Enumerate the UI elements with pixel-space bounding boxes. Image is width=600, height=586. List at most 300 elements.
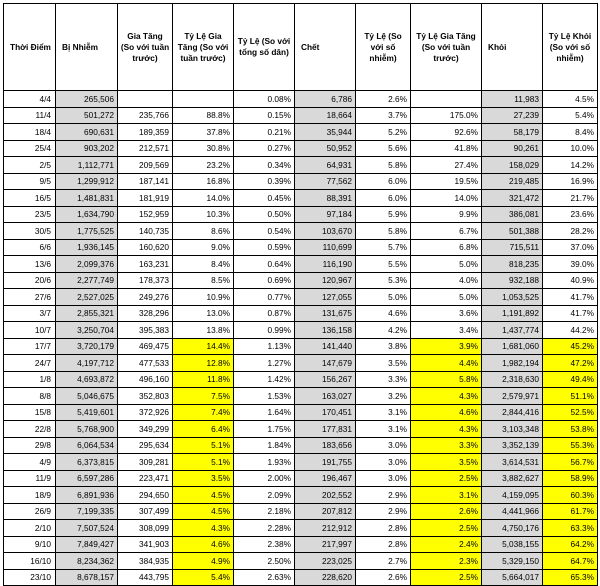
population-rate-cell: 0.69% [234, 272, 295, 289]
recovered-cell: 158,029 [482, 157, 543, 174]
recovered-cell: 3,882,627 [482, 470, 543, 487]
increase-cell: 181,919 [118, 190, 173, 207]
population-rate-cell: 0.50% [234, 206, 295, 223]
recovery-rate-cell: 45.2% [543, 338, 598, 355]
population-rate-cell: 0.87% [234, 305, 295, 322]
increase-rate-cell: 13.8% [173, 322, 234, 339]
death-increase-rate-cell: 4.3% [411, 421, 482, 438]
death-increase-rate-cell: 41.8% [411, 140, 482, 157]
increase-cell: 140,735 [118, 223, 173, 240]
deaths-cell: 116,190 [295, 256, 356, 273]
date-cell: 3/7 [4, 305, 56, 322]
death-rate-cell: 2.9% [356, 487, 411, 504]
death-increase-rate-cell: 3.3% [411, 437, 482, 454]
increase-cell: 212,571 [118, 140, 173, 157]
death-rate-cell: 5.6% [356, 140, 411, 157]
death-rate-cell: 4.2% [356, 322, 411, 339]
date-cell: 8/8 [4, 388, 56, 405]
deaths-cell: 212,912 [295, 520, 356, 537]
increase-rate-cell: 12.8% [173, 355, 234, 372]
recovered-cell: 818,235 [482, 256, 543, 273]
recovered-cell: 1,437,774 [482, 322, 543, 339]
deaths-cell: 6,786 [295, 91, 356, 108]
table-row [4, 91, 598, 108]
increase-rate-cell: 4.9% [173, 553, 234, 570]
infected-cell: 1,299,912 [56, 173, 118, 190]
date-cell: 25/4 [4, 140, 56, 157]
date-cell: 9/5 [4, 173, 56, 190]
increase-rate-cell: 8.5% [173, 272, 234, 289]
increase-rate-cell: 37.8% [173, 124, 234, 141]
population-rate-cell: 2.38% [234, 536, 295, 553]
date-cell: 23/10 [4, 569, 56, 586]
recovered-cell: 4,159,095 [482, 487, 543, 504]
recovery-rate-cell: 49.4% [543, 371, 598, 388]
population-rate-cell: 1.75% [234, 421, 295, 438]
population-rate-cell: 2.09% [234, 487, 295, 504]
recovery-rate-cell: 39.0% [543, 256, 598, 273]
date-cell: 30/5 [4, 223, 56, 240]
increase-rate-cell: 14.4% [173, 338, 234, 355]
increase-cell: 249,276 [118, 289, 173, 306]
table-row [4, 157, 598, 174]
date-cell: 24/7 [4, 355, 56, 372]
table-row [4, 173, 598, 190]
increase-cell: 152,959 [118, 206, 173, 223]
recovery-rate-cell: 40.9% [543, 272, 598, 289]
increase-cell: 308,099 [118, 520, 173, 537]
death-rate-cell: 2.6% [356, 91, 411, 108]
recovered-cell: 11,983 [482, 91, 543, 108]
death-rate-cell: 2.6% [356, 569, 411, 586]
death-rate-cell: 2.8% [356, 536, 411, 553]
increase-cell: 309,281 [118, 454, 173, 471]
increase-rate-cell: 30.8% [173, 140, 234, 157]
death-increase-rate-cell: 5.0% [411, 289, 482, 306]
recovery-rate-cell: 65.3% [543, 569, 598, 586]
population-rate-cell: 0.54% [234, 223, 295, 240]
date-cell: 22/8 [4, 421, 56, 438]
recovery-rate-cell: 56.7% [543, 454, 598, 471]
table-header [4, 4, 598, 91]
death-increase-rate-cell: 5.8% [411, 371, 482, 388]
deaths-cell: 97,184 [295, 206, 356, 223]
death-rate-cell: 3.3% [356, 371, 411, 388]
table-body [4, 91, 598, 586]
recovered-cell: 1,982,194 [482, 355, 543, 372]
death-increase-rate-cell: 3.5% [411, 454, 482, 471]
population-rate-cell: 0.59% [234, 239, 295, 256]
recovery-rate-cell: 63.3% [543, 520, 598, 537]
increase-cell: 477,533 [118, 355, 173, 372]
death-rate-cell: 3.2% [356, 388, 411, 405]
death-increase-rate-cell: 2.6% [411, 503, 482, 520]
recovered-cell: 1,053,525 [482, 289, 543, 306]
table-row [4, 470, 598, 487]
increase-rate-cell: 5.1% [173, 437, 234, 454]
recovery-rate-cell: 16.9% [543, 173, 598, 190]
table-row [4, 256, 598, 273]
death-increase-rate-cell: 6.7% [411, 223, 482, 240]
table-row [4, 569, 598, 586]
date-cell: 2/10 [4, 520, 56, 537]
recovered-cell: 219,485 [482, 173, 543, 190]
table-row [4, 454, 598, 471]
recovered-cell: 3,352,139 [482, 437, 543, 454]
population-rate-cell: 1.42% [234, 371, 295, 388]
increase-cell [118, 91, 173, 108]
table-row [4, 487, 598, 504]
death-increase-rate-cell: 4.3% [411, 388, 482, 405]
death-rate-cell: 3.7% [356, 107, 411, 124]
population-rate-cell: 0.27% [234, 140, 295, 157]
header-weekly-increase: Gia Tăng (So với tuần trước) [118, 4, 173, 91]
date-cell: 17/7 [4, 338, 56, 355]
date-cell: 23/5 [4, 206, 56, 223]
infected-cell: 903,202 [56, 140, 118, 157]
date-cell: 2/5 [4, 157, 56, 174]
increase-rate-cell: 6.4% [173, 421, 234, 438]
population-rate-cell: 1.64% [234, 404, 295, 421]
table-row [4, 503, 598, 520]
table-row [4, 190, 598, 207]
infected-cell: 8,234,362 [56, 553, 118, 570]
deaths-cell: 156,267 [295, 371, 356, 388]
population-rate-cell: 0.34% [234, 157, 295, 174]
death-rate-cell: 5.8% [356, 223, 411, 240]
increase-cell: 163,231 [118, 256, 173, 273]
increase-rate-cell: 4.6% [173, 536, 234, 553]
increase-cell: 328,296 [118, 305, 173, 322]
recovered-cell: 2,579,971 [482, 388, 543, 405]
date-cell: 18/4 [4, 124, 56, 141]
increase-cell: 295,634 [118, 437, 173, 454]
recovery-rate-cell: 10.0% [543, 140, 598, 157]
deaths-cell: 127,055 [295, 289, 356, 306]
header-time: Thời Điểm [4, 4, 56, 91]
increase-rate-cell: 3.5% [173, 470, 234, 487]
header-row [4, 4, 598, 91]
increase-rate-cell: 16.8% [173, 173, 234, 190]
recovery-rate-cell: 47.2% [543, 355, 598, 372]
date-cell: 10/7 [4, 322, 56, 339]
header-population-rate: Tỷ Lệ (So với tổng số dân) [234, 4, 295, 91]
date-cell: 16/10 [4, 553, 56, 570]
recovery-rate-cell: 5.4% [543, 107, 598, 124]
death-increase-rate-cell: 2.5% [411, 470, 482, 487]
increase-cell: 235,766 [118, 107, 173, 124]
recovered-cell: 2,844,416 [482, 404, 543, 421]
infected-cell: 6,891,936 [56, 487, 118, 504]
infected-cell: 1,634,790 [56, 206, 118, 223]
increase-cell: 223,471 [118, 470, 173, 487]
increase-cell: 294,650 [118, 487, 173, 504]
date-cell: 27/6 [4, 289, 56, 306]
increase-cell: 349,299 [118, 421, 173, 438]
death-increase-rate-cell: 4.6% [411, 404, 482, 421]
header-infected: Bị Nhiễm [56, 4, 118, 91]
population-rate-cell: 0.45% [234, 190, 295, 207]
recovery-rate-cell: 53.8% [543, 421, 598, 438]
death-rate-cell: 2.8% [356, 520, 411, 537]
infected-cell: 5,768,900 [56, 421, 118, 438]
death-rate-cell: 5.7% [356, 239, 411, 256]
death-rate-cell: 2.7% [356, 553, 411, 570]
death-increase-rate-cell: 27.4% [411, 157, 482, 174]
infected-cell: 3,250,704 [56, 322, 118, 339]
population-rate-cell: 0.21% [234, 124, 295, 141]
death-increase-rate-cell: 9.9% [411, 206, 482, 223]
population-rate-cell: 0.08% [234, 91, 295, 108]
infected-cell: 2,099,376 [56, 256, 118, 273]
increase-rate-cell: 11.8% [173, 371, 234, 388]
population-rate-cell: 1.53% [234, 388, 295, 405]
deaths-cell: 18,664 [295, 107, 356, 124]
deaths-cell: 183,656 [295, 437, 356, 454]
population-rate-cell: 2.63% [234, 569, 295, 586]
death-rate-cell: 3.0% [356, 437, 411, 454]
recovery-rate-cell: 61.7% [543, 503, 598, 520]
infected-cell: 5,046,675 [56, 388, 118, 405]
table-row [4, 536, 598, 553]
recovery-rate-cell: 37.0% [543, 239, 598, 256]
recovery-rate-cell: 8.4% [543, 124, 598, 141]
header-increase-rate: Tỷ Lệ Gia Tăng (So với tuần trước) [173, 4, 234, 91]
table-row [4, 223, 598, 240]
increase-rate-cell: 4.3% [173, 520, 234, 537]
infected-cell: 8,678,157 [56, 569, 118, 586]
table-row [4, 124, 598, 141]
deaths-cell: 170,451 [295, 404, 356, 421]
death-rate-cell: 5.5% [356, 256, 411, 273]
population-rate-cell: 1.93% [234, 454, 295, 471]
infected-cell: 2,527,025 [56, 289, 118, 306]
date-cell: 26/9 [4, 503, 56, 520]
table-row [4, 338, 598, 355]
population-rate-cell: 2.00% [234, 470, 295, 487]
header-recovered: Khỏi [482, 4, 543, 91]
date-cell: 13/6 [4, 256, 56, 273]
table-row [4, 140, 598, 157]
date-cell: 6/6 [4, 239, 56, 256]
increase-rate-cell: 7.4% [173, 404, 234, 421]
death-rate-cell: 5.8% [356, 157, 411, 174]
table-row [4, 553, 598, 570]
increase-cell: 187,141 [118, 173, 173, 190]
infected-cell: 4,693,872 [56, 371, 118, 388]
death-rate-cell: 5.2% [356, 124, 411, 141]
population-rate-cell: 0.64% [234, 256, 295, 273]
death-rate-cell: 6.0% [356, 173, 411, 190]
deaths-cell: 35,944 [295, 124, 356, 141]
death-increase-rate-cell: 92.6% [411, 124, 482, 141]
date-cell: 11/9 [4, 470, 56, 487]
infected-cell: 1,481,831 [56, 190, 118, 207]
death-rate-cell: 3.0% [356, 470, 411, 487]
table-row [4, 239, 598, 256]
infected-cell: 1,112,771 [56, 157, 118, 174]
death-increase-rate-cell: 4.4% [411, 355, 482, 372]
death-rate-cell: 5.0% [356, 289, 411, 306]
header-death-increase-rate: Tỷ Lệ Gia Tăng (So với tuần trước) [411, 4, 482, 91]
table-row [4, 437, 598, 454]
death-rate-cell: 3.1% [356, 404, 411, 421]
infected-cell: 5,419,601 [56, 404, 118, 421]
date-cell: 20/6 [4, 272, 56, 289]
infected-cell: 265,506 [56, 91, 118, 108]
table-row [4, 206, 598, 223]
date-cell: 11/4 [4, 107, 56, 124]
header-death-rate: Tỷ Lệ (So với số nhiễm) [356, 4, 411, 91]
death-increase-rate-cell: 3.1% [411, 487, 482, 504]
deaths-cell: 136,158 [295, 322, 356, 339]
death-increase-rate-cell: 2.3% [411, 553, 482, 570]
infected-cell: 3,720,179 [56, 338, 118, 355]
date-cell: 16/5 [4, 190, 56, 207]
infected-cell: 6,373,815 [56, 454, 118, 471]
death-increase-rate-cell: 14.0% [411, 190, 482, 207]
recovery-rate-cell: 28.2% [543, 223, 598, 240]
death-rate-cell: 3.0% [356, 454, 411, 471]
deaths-cell: 50,952 [295, 140, 356, 157]
death-increase-rate-cell: 3.6% [411, 305, 482, 322]
deaths-cell: 110,699 [295, 239, 356, 256]
recovered-cell: 4,441,966 [482, 503, 543, 520]
population-rate-cell: 2.50% [234, 553, 295, 570]
death-increase-rate-cell: 4.0% [411, 272, 482, 289]
population-rate-cell: 0.77% [234, 289, 295, 306]
death-rate-cell: 4.6% [356, 305, 411, 322]
deaths-cell: 141,440 [295, 338, 356, 355]
increase-rate-cell: 13.0% [173, 305, 234, 322]
increase-rate-cell: 5.4% [173, 569, 234, 586]
death-rate-cell: 5.3% [356, 272, 411, 289]
death-increase-rate-cell: 175.0% [411, 107, 482, 124]
table-row [4, 421, 598, 438]
increase-rate-cell: 8.4% [173, 256, 234, 273]
death-rate-cell: 5.9% [356, 206, 411, 223]
increase-rate-cell: 14.0% [173, 190, 234, 207]
deaths-cell: 147,679 [295, 355, 356, 372]
deaths-cell: 202,552 [295, 487, 356, 504]
death-rate-cell: 2.9% [356, 503, 411, 520]
death-increase-rate-cell: 3.9% [411, 338, 482, 355]
recovery-rate-cell: 23.6% [543, 206, 598, 223]
infected-cell: 1,775,525 [56, 223, 118, 240]
recovered-cell: 27,239 [482, 107, 543, 124]
infected-cell: 7,199,335 [56, 503, 118, 520]
recovered-cell: 90,261 [482, 140, 543, 157]
recovered-cell: 3,103,348 [482, 421, 543, 438]
date-cell: 15/8 [4, 404, 56, 421]
deaths-cell: 196,467 [295, 470, 356, 487]
death-increase-rate-cell: 19.5% [411, 173, 482, 190]
increase-rate-cell: 5.1% [173, 454, 234, 471]
deaths-cell: 77,562 [295, 173, 356, 190]
recovered-cell: 2,318,630 [482, 371, 543, 388]
increase-cell: 189,359 [118, 124, 173, 141]
increase-rate-cell: 4.5% [173, 503, 234, 520]
infected-cell: 690,631 [56, 124, 118, 141]
recovered-cell: 932,188 [482, 272, 543, 289]
recovery-rate-cell: 41.7% [543, 305, 598, 322]
recovered-cell: 5,329,150 [482, 553, 543, 570]
date-cell: 4/9 [4, 454, 56, 471]
date-cell: 9/10 [4, 536, 56, 553]
table-row [4, 107, 598, 124]
population-rate-cell: 0.99% [234, 322, 295, 339]
recovery-rate-cell: 4.5% [543, 91, 598, 108]
population-rate-cell: 2.28% [234, 520, 295, 537]
deaths-cell: 223,025 [295, 553, 356, 570]
death-rate-cell: 3.8% [356, 338, 411, 355]
table-row [4, 388, 598, 405]
increase-cell: 395,383 [118, 322, 173, 339]
infected-cell: 2,277,749 [56, 272, 118, 289]
infected-cell: 7,507,524 [56, 520, 118, 537]
date-cell: 29/8 [4, 437, 56, 454]
increase-rate-cell: 8.6% [173, 223, 234, 240]
recovery-rate-cell: 55.3% [543, 437, 598, 454]
recovered-cell: 501,388 [482, 223, 543, 240]
death-increase-rate-cell: 2.4% [411, 536, 482, 553]
deaths-cell: 177,831 [295, 421, 356, 438]
recovery-rate-cell: 14.2% [543, 157, 598, 174]
population-rate-cell: 1.84% [234, 437, 295, 454]
increase-cell: 178,373 [118, 272, 173, 289]
death-rate-cell: 6.0% [356, 190, 411, 207]
infected-cell: 6,597,286 [56, 470, 118, 487]
table-row [4, 305, 598, 322]
deaths-cell: 163,027 [295, 388, 356, 405]
date-cell: 18/9 [4, 487, 56, 504]
statistics-table [3, 3, 598, 586]
increase-cell: 496,160 [118, 371, 173, 388]
infected-cell: 1,936,145 [56, 239, 118, 256]
increase-cell: 469,475 [118, 338, 173, 355]
increase-cell: 341,903 [118, 536, 173, 553]
recovered-cell: 1,191,892 [482, 305, 543, 322]
recovered-cell: 5,038,155 [482, 536, 543, 553]
death-rate-cell: 3.5% [356, 355, 411, 372]
death-rate-cell: 3.1% [356, 421, 411, 438]
recovered-cell: 58,179 [482, 124, 543, 141]
recovery-rate-cell: 44.2% [543, 322, 598, 339]
deaths-cell: 64,931 [295, 157, 356, 174]
table-row [4, 322, 598, 339]
recovered-cell: 4,750,176 [482, 520, 543, 537]
population-rate-cell: 0.15% [234, 107, 295, 124]
increase-cell: 443,795 [118, 569, 173, 586]
table-row [4, 371, 598, 388]
increase-rate-cell: 23.2% [173, 157, 234, 174]
header-recovery-rate: Tỷ Lệ Khỏi (So với số nhiễm) [543, 4, 598, 91]
population-rate-cell: 0.39% [234, 173, 295, 190]
recovered-cell: 715,511 [482, 239, 543, 256]
deaths-cell: 120,967 [295, 272, 356, 289]
death-increase-rate-cell: 3.4% [411, 322, 482, 339]
table-row [4, 289, 598, 306]
increase-cell: 160,620 [118, 239, 173, 256]
header-deaths: Chết [295, 4, 356, 91]
recovered-cell: 5,664,017 [482, 569, 543, 586]
increase-rate-cell: 10.9% [173, 289, 234, 306]
deaths-cell: 131,675 [295, 305, 356, 322]
recovery-rate-cell: 60.3% [543, 487, 598, 504]
death-increase-rate-cell: 2.5% [411, 520, 482, 537]
recovered-cell: 1,681,060 [482, 338, 543, 355]
increase-rate-cell: 88.8% [173, 107, 234, 124]
